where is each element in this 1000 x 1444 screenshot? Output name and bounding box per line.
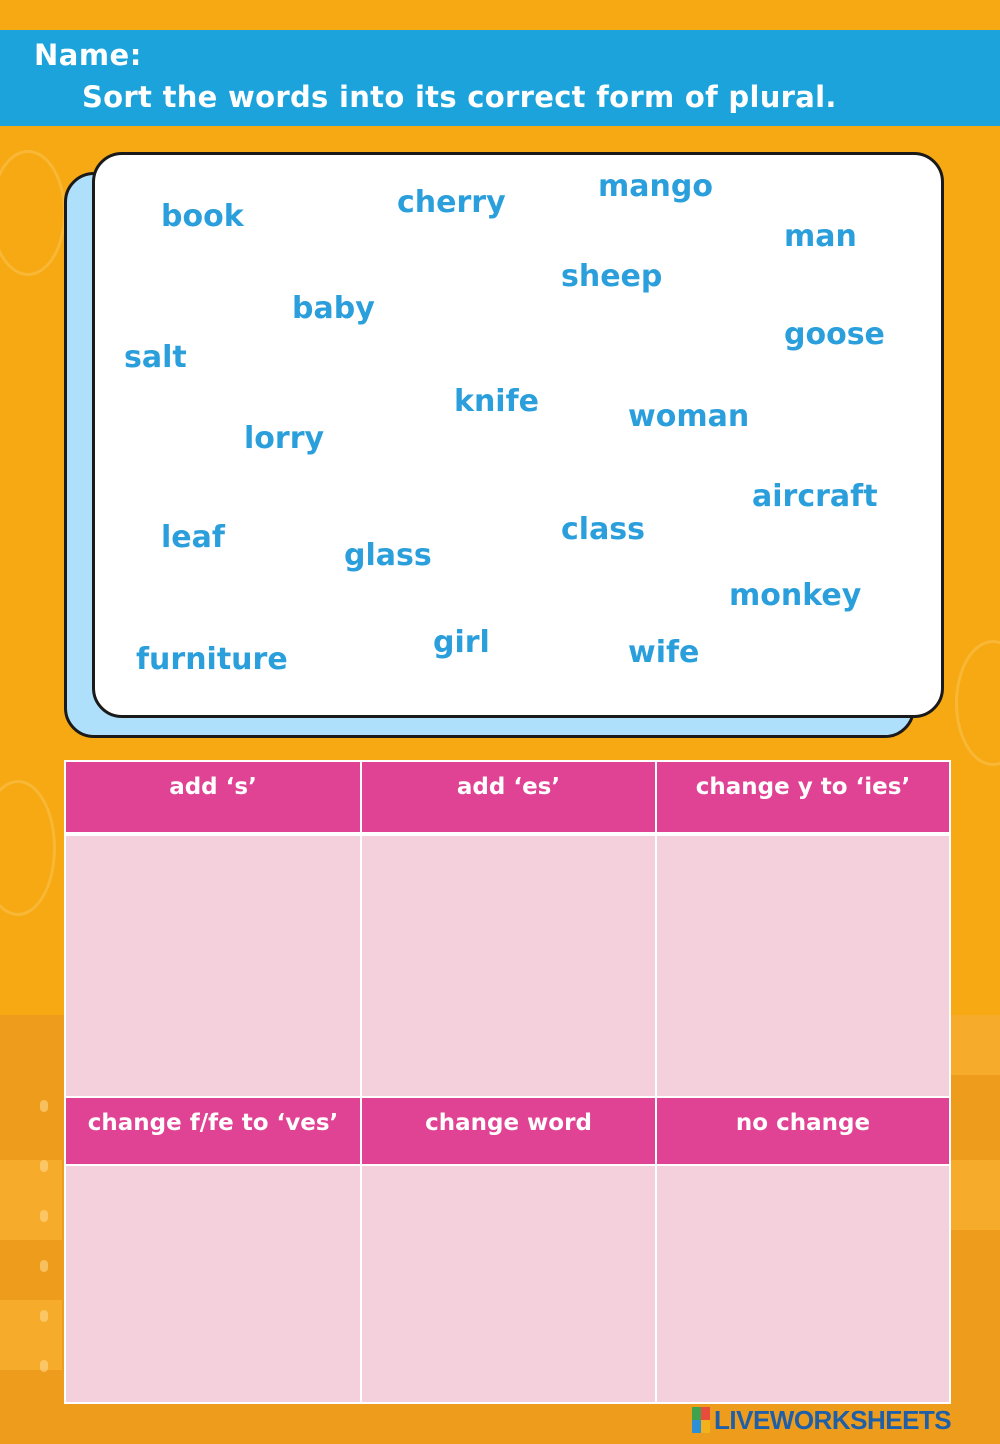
- background-bulb-icon: [0, 780, 56, 916]
- category-header-change-y-ies: change y to ‘ies’: [657, 762, 949, 832]
- background-checker: [0, 1160, 62, 1240]
- draggable-word[interactable]: glass: [344, 538, 432, 573]
- draggable-word[interactable]: knife: [454, 384, 539, 419]
- background-checker: [0, 1300, 62, 1370]
- sorting-table: [64, 760, 951, 1404]
- draggable-word[interactable]: sheep: [561, 259, 663, 294]
- drop-zone-change-word[interactable]: [362, 1166, 655, 1402]
- draggable-word[interactable]: class: [561, 512, 646, 547]
- instruction-text: Sort the words into its correct form of plural.: [82, 80, 837, 114]
- draggable-word[interactable]: book: [161, 199, 244, 234]
- name-label: Name:: [34, 38, 142, 72]
- drop-zone-no-change[interactable]: [657, 1166, 949, 1402]
- draggable-word[interactable]: salt: [124, 340, 187, 375]
- category-header-change-word: change word: [362, 1098, 655, 1164]
- draggable-word[interactable]: girl: [433, 625, 490, 660]
- category-header-add-s: add ‘s’: [66, 762, 360, 832]
- draggable-word[interactable]: cherry: [397, 185, 506, 220]
- category-header-no-change: no change: [657, 1098, 949, 1164]
- draggable-word[interactable]: baby: [292, 291, 375, 326]
- background-checker: [945, 1160, 1000, 1230]
- liveworksheets-watermark: [692, 1402, 951, 1438]
- background-checker: [945, 1015, 1000, 1075]
- draggable-word[interactable]: leaf: [161, 520, 225, 555]
- draggable-word[interactable]: lorry: [244, 421, 325, 456]
- drop-zone-change-f-ves[interactable]: [66, 1166, 360, 1402]
- liveworksheets-logo-icon: [692, 1407, 710, 1433]
- background-bulb-icon: [0, 150, 66, 276]
- category-header-add-es: add ‘es’: [362, 762, 655, 832]
- draggable-word[interactable]: mango: [598, 169, 713, 204]
- draggable-word[interactable]: wife: [628, 635, 700, 670]
- draggable-word[interactable]: furniture: [136, 642, 288, 677]
- category-header-change-f-ves: change f/fe to ‘ves’: [66, 1098, 360, 1164]
- drop-zone-add-es[interactable]: [362, 836, 655, 1096]
- draggable-word[interactable]: man: [784, 219, 857, 254]
- background-dots: [40, 1100, 50, 1420]
- watermark-text: LIVEWORKSHEETS: [714, 1404, 952, 1435]
- drop-zone-add-s[interactable]: [66, 836, 360, 1096]
- drop-zone-change-y-ies[interactable]: [657, 836, 949, 1096]
- draggable-word[interactable]: monkey: [729, 578, 862, 613]
- draggable-word[interactable]: goose: [784, 317, 885, 352]
- background-bulb-icon: [955, 640, 1000, 766]
- draggable-word[interactable]: aircraft: [752, 479, 878, 514]
- draggable-word[interactable]: woman: [628, 399, 750, 434]
